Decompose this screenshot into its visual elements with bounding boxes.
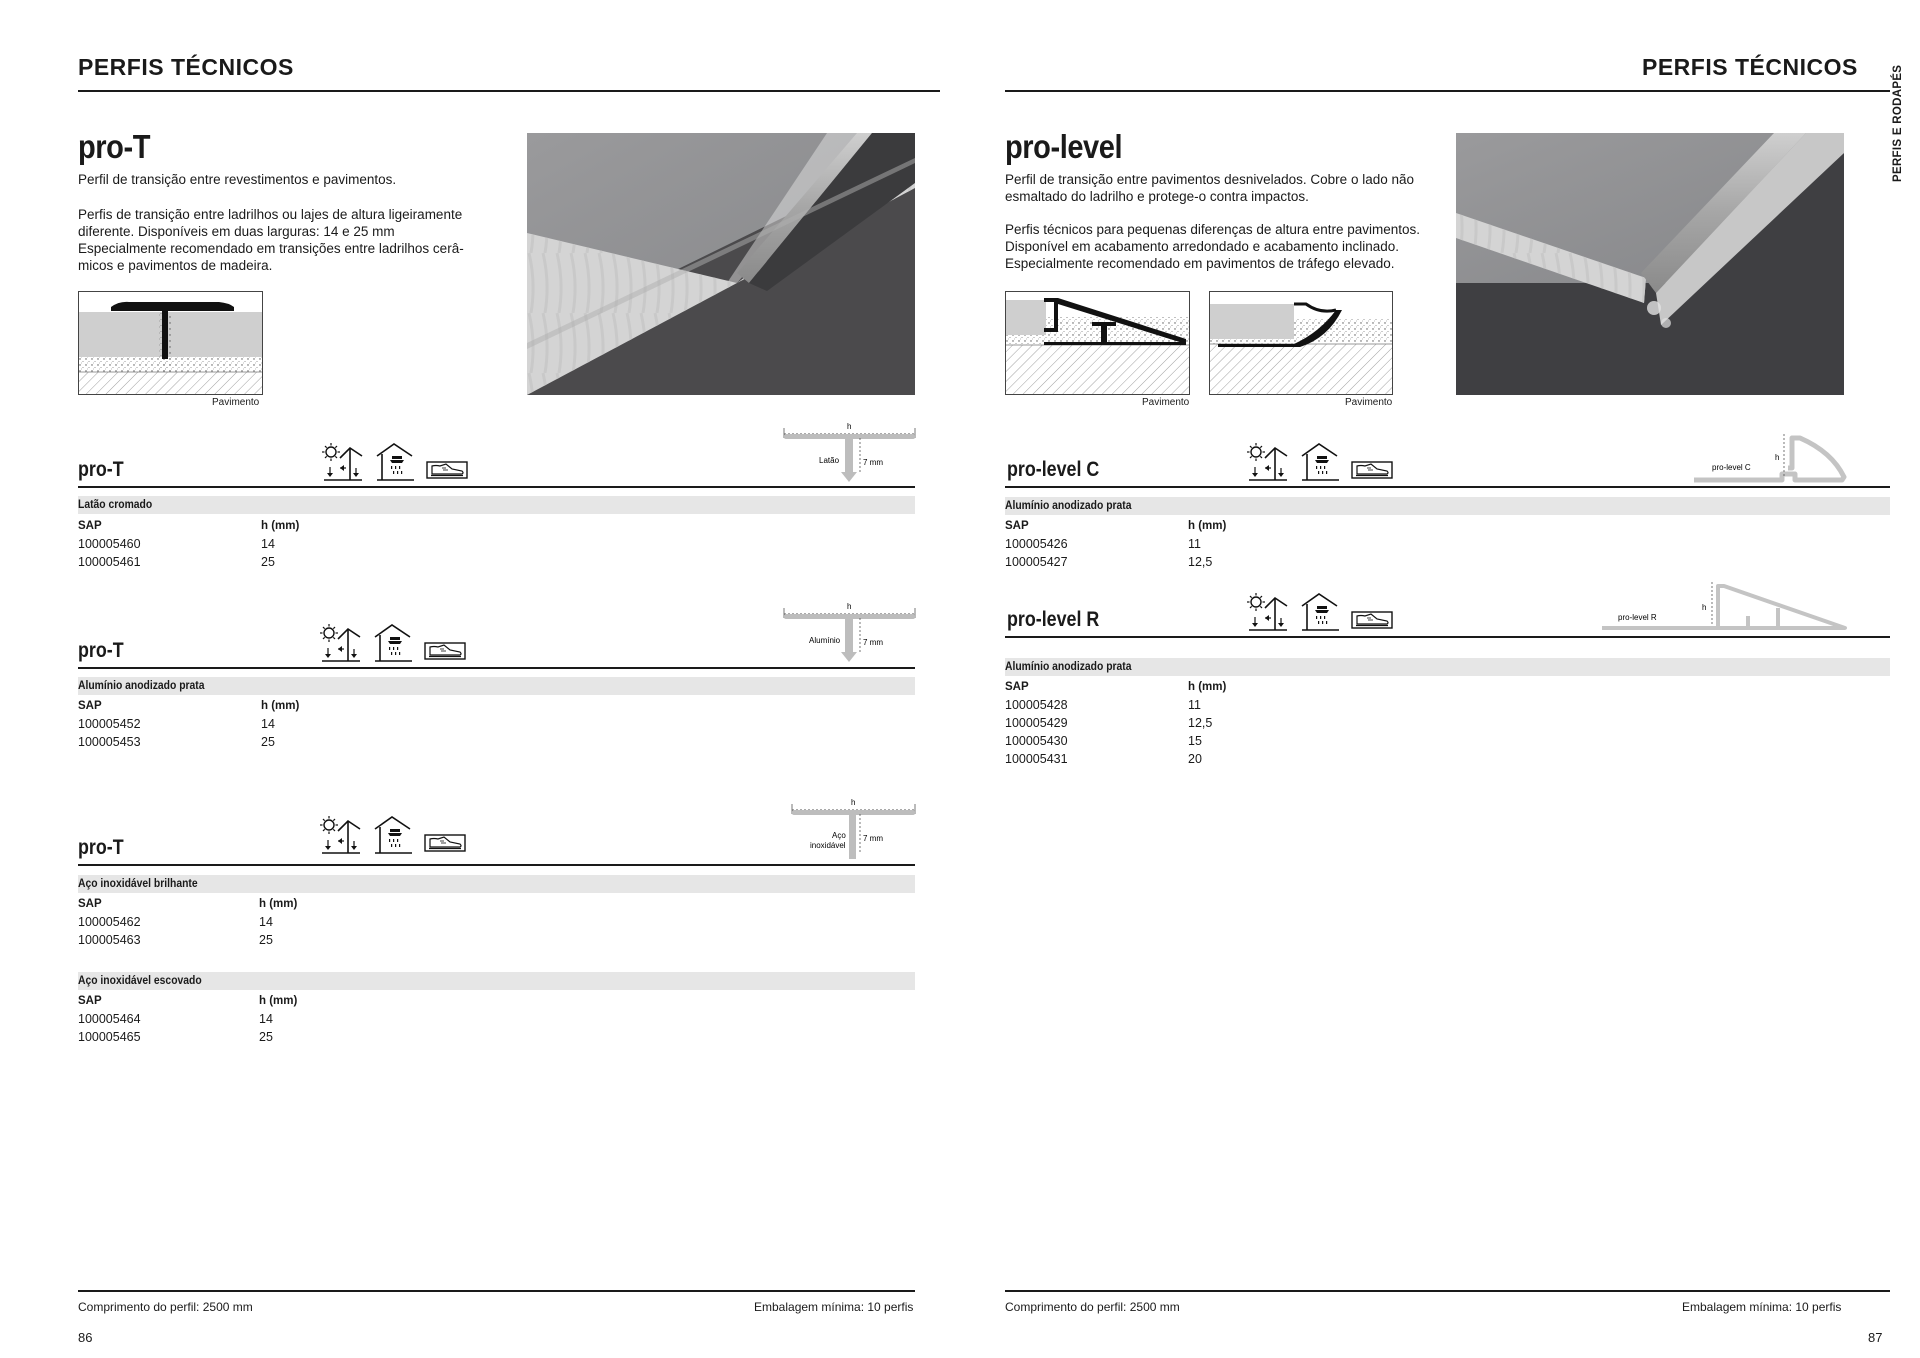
diagram-caption: Pavimento — [1345, 397, 1393, 408]
section-title: pro-T — [78, 639, 124, 662]
product-table: SAP h (mm) 100005426 11 100005427 12,5 — [1005, 517, 1405, 571]
sun-outdoor-icon — [1247, 442, 1289, 482]
svg-text:pro-level C: pro-level C — [1712, 463, 1751, 472]
svg-text:Alumínio: Alumínio — [809, 636, 841, 645]
product-details: Perfis técnicos para pequenas diferenças de altura entre pavimentos. Disponível em acabamento arredondado e acabamento inclinado. Especialmente recomendado em pavimentos de tráfego elevado. — [1005, 222, 1420, 271]
profile-diagram — [1692, 430, 1847, 484]
product-table: SAP h (mm) 100005460 14 100005461 25 — [78, 517, 478, 571]
usage-icons — [322, 442, 468, 482]
product-details: Perfis de transição entre ladrilhos ou lajes de altura ligeiramente diferente. Disponíveis em duas larguras: 14 e 25 mm Especialmente recomendado em transições entre ladrilhos cerâ- micos e pavimentos de madeira. — [78, 207, 464, 273]
page-number: 87 — [1868, 1330, 1883, 1345]
svg-text:pro-level R: pro-level R — [1618, 613, 1657, 622]
usage-icons — [320, 623, 466, 663]
shoe-traffic-icon — [426, 442, 468, 482]
product-table: SAP h (mm) 100005428 11 100005429 12,5 100005430 15 100005431 20 — [1005, 678, 1405, 768]
shower-icon — [372, 815, 414, 855]
footer-profile-length: Comprimento do perfil: 2500 mm — [78, 1300, 253, 1314]
material-bar: Aço inoxidável brilhante — [78, 875, 915, 893]
table-row: 100005461 25 — [78, 555, 275, 569]
svg-text:h: h — [847, 602, 852, 611]
table-row: 100005426 11 — [1005, 537, 1201, 551]
product-photo — [1456, 133, 1844, 395]
header-rule — [78, 90, 940, 92]
diagram-caption: Pavimento — [1142, 397, 1190, 408]
profile-dim-label: 7 mm — [863, 458, 883, 467]
svg-text:7 mm: 7 mm — [863, 834, 883, 843]
shower-icon — [372, 623, 414, 663]
svg-text:Aço: Aço — [832, 831, 846, 840]
profile-diagram — [790, 796, 917, 862]
profile-diagram — [782, 600, 917, 664]
profile-diagram — [1600, 578, 1850, 638]
product-description: Perfil de transição entre revestimentos e pavimentos. — [78, 172, 397, 187]
section-rule — [78, 667, 915, 669]
svg-text:inoxidável: inoxidável — [810, 841, 846, 850]
table-row: 100005465 25 — [78, 1030, 273, 1044]
table-row: 100005429 12,5 — [1005, 716, 1213, 730]
shoe-traffic-icon — [424, 815, 466, 855]
installation-diagram-c — [1005, 291, 1190, 395]
profile-h-label: h — [847, 422, 852, 431]
shower-icon — [1299, 442, 1341, 482]
footer-rule — [78, 1290, 915, 1292]
usage-icons — [1247, 592, 1393, 632]
section-title: pro-level R — [1007, 608, 1100, 631]
table-row: 100005431 20 — [1005, 752, 1202, 766]
header-rule — [1005, 90, 1890, 92]
page-header-title: PERFIS TÉCNICOS — [78, 54, 294, 80]
section-rule — [1005, 636, 1890, 638]
svg-text:h: h — [1702, 603, 1707, 612]
footer-profile-length: Comprimento do perfil: 2500 mm — [1005, 1300, 1180, 1314]
installation-diagram — [78, 291, 263, 395]
sun-outdoor-icon — [322, 442, 364, 482]
section-rule — [78, 486, 915, 488]
profile-material-label: Latão — [819, 456, 840, 465]
product-title: pro-level — [1005, 128, 1123, 165]
svg-text:7 mm: 7 mm — [863, 638, 883, 647]
table-row: 100005430 15 — [1005, 734, 1202, 748]
page-header-title: PERFIS TÉCNICOS — [1642, 54, 1858, 80]
table-row: 100005460 14 — [78, 537, 275, 551]
product-table: SAP h (mm) 100005462 14 100005463 25 — [78, 895, 478, 949]
material-bar: Aço inoxidável escovado — [78, 972, 915, 990]
material-bar: Alumínio anodizado prata — [1005, 658, 1890, 676]
side-tab: PERFIS E RODAPÉS — [1892, 64, 1904, 182]
section-rule — [78, 864, 915, 866]
material-bar: Alumínio anodizado prata — [1005, 497, 1890, 515]
section-title: pro-level C — [1007, 458, 1100, 481]
installation-diagram-r — [1209, 291, 1393, 395]
product-table: SAP h (mm) 100005452 14 100005453 25 — [78, 697, 478, 751]
table-row: 100005428 11 — [1005, 698, 1201, 712]
shower-icon — [374, 442, 416, 482]
shower-icon — [1299, 592, 1341, 632]
material-bar: Alumínio anodizado prata — [78, 677, 915, 695]
table-row: 100005462 14 — [78, 915, 273, 929]
product-title: pro-T — [78, 128, 150, 165]
product-description: Perfil de transição entre pavimentos desnivelados. Cobre o lado não esmaltado do ladrilho e protege-o contra impactos. — [1005, 172, 1414, 204]
material-bar: Latão cromado — [78, 496, 915, 514]
sun-outdoor-icon — [1247, 592, 1289, 632]
section-title: pro-T — [78, 836, 124, 859]
usage-icons — [1247, 442, 1393, 482]
svg-text:h: h — [851, 798, 856, 807]
shoe-traffic-icon — [424, 623, 466, 663]
table-row: 100005464 14 — [78, 1012, 273, 1026]
svg-text:h: h — [1775, 453, 1780, 462]
product-photo — [527, 133, 915, 395]
table-row: 100005453 25 — [78, 735, 275, 749]
table-row: 100005452 14 — [78, 717, 275, 731]
shoe-traffic-icon — [1351, 442, 1393, 482]
table-row: 100005427 12,5 — [1005, 555, 1213, 569]
sun-outdoor-icon — [320, 623, 362, 663]
product-table: SAP h (mm) 100005464 14 100005465 25 — [78, 992, 478, 1046]
right-page — [960, 0, 1920, 1358]
footer-min-packaging: Embalagem mínima: 10 perfis — [754, 1300, 914, 1314]
page-number: 86 — [78, 1330, 93, 1345]
section-rule — [1005, 486, 1890, 488]
shoe-traffic-icon — [1351, 592, 1393, 632]
usage-icons — [320, 815, 466, 855]
table-row: 100005463 25 — [78, 933, 273, 947]
diagram-caption: Pavimento — [212, 397, 260, 408]
section-title: pro-T — [78, 458, 124, 481]
profile-diagram — [782, 420, 917, 484]
footer-min-packaging: Embalagem mínima: 10 perfis — [1682, 1300, 1842, 1314]
footer-rule — [1005, 1290, 1890, 1292]
sun-outdoor-icon — [320, 815, 362, 855]
